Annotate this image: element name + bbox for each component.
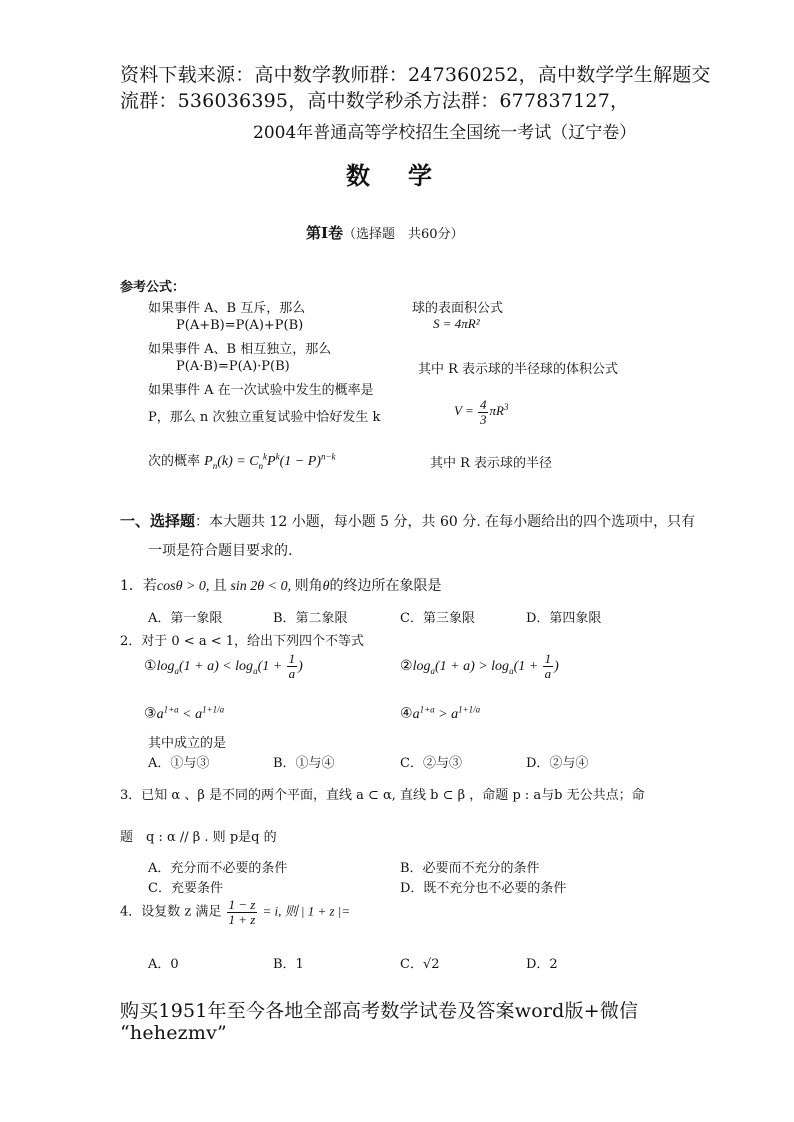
q4-option-c: C．√2 (400, 957, 440, 972)
q2-conclusion: 其中成立的是 (148, 736, 227, 751)
ad-bottom-line-1: 购买1951年至今各地全部高考数学试卷及答案word版+微信 (120, 1000, 639, 1022)
q2-stem: 2．对于 0 < a < 1，给出下列四个不等式 (120, 634, 365, 649)
q1-stem: 1．若cosθ > 0, 且 sin 2θ < 0, 则角θ的终边所在象限是 (120, 578, 442, 594)
ad-line-2: 流群：536036395，高中数学秒杀方法群：677837127， (120, 90, 630, 112)
section-1-label: 一、选择题 (120, 512, 196, 530)
part-label: 第Ⅰ卷 (306, 224, 344, 242)
q2-inequality-1: $①\log_a(1 + a) < \log_a(1$ + $\frac{1}{a}$ ) (144, 651, 303, 681)
q1-option-d: D．第四象限 (526, 611, 602, 626)
exam-title: 2004年普通高等学校招生全国统一考试（辽宁卷） (253, 123, 637, 143)
formula-left-5: 如果事件 A 在一次试验中发生的概率是 (148, 383, 374, 398)
q3-option-d: D．既不充分也不必要的条件 (400, 881, 567, 896)
ad-bottom-line-2: “hehezmv” (120, 1022, 227, 1044)
formula-left-4: P(A·B)=P(A)·P(B) (176, 359, 290, 374)
subject-title: 数学 (346, 161, 470, 190)
part-heading (306, 222, 464, 243)
formula-right-3: 其中 R 表示球的半径球的体积公式 (418, 362, 619, 377)
formula-left-2: P(A+B)=P(A)+P(B) (176, 318, 304, 333)
sphere-volume-formula: V = $\frac{4}{3}$ $\pi R^3$ (454, 397, 509, 427)
part-note: （选择题 共60分） (343, 227, 464, 242)
q4-option-d: D．2 (526, 957, 558, 972)
formula-left-6: P，那么 n 次独立重复试验中恰好发生 k (148, 410, 381, 425)
q2-inequality-2: $②\log_a(1 + a) > \log_a(1$ + $\frac{1}{a}$ ) (400, 651, 559, 681)
q3-stem: 3．已知 α 、β 是不同的两个平面，直线 a ⊂ α, 直线 b ⊂ β ，命题 p : a与b 无公共点；命 (120, 788, 645, 803)
formula-heading: 参考公式： (120, 280, 186, 295)
q2-inequality-4: $④a^{1+a} > a^{1+1/a}$ (400, 704, 481, 722)
section-1-heading (120, 510, 695, 531)
q3-option-a: A．充分而不必要的条件 (148, 861, 288, 876)
q1-option-b: B．第二象限 (273, 611, 348, 626)
q3-option-b: B．必要而不充分的条件 (400, 861, 540, 876)
q2-option-a: A．①与③ (148, 756, 210, 771)
q2-option-b: B．①与④ (273, 756, 335, 771)
q3-stem-2: 题 q : α // β . 则 p是q 的 (120, 830, 277, 845)
formula-left-3: 如果事件 A、B 相互独立，那么 (148, 342, 332, 357)
formula-right-1: 球的表面积公式 (412, 301, 504, 316)
formula-right-4: 其中 R 表示球的半径 (430, 456, 553, 471)
section-1-text: ：本大题共 12 小题，每小题 5 分，共 60 分. 在每小题给出的四个选项中，只有 (195, 514, 696, 530)
q1-option-a: A．第一象限 (148, 611, 223, 626)
q2-option-d: D．②与④ (526, 756, 589, 771)
formula-binomial: 次的概率 $P_n(k) = C_n^kP^k(1 - P)^{n-k}$ (148, 451, 336, 471)
q4-stem: 4．设复数 z 满足 $\frac{1 - z}{1 + z}$ = i, 则 | 1 + z |= (120, 897, 351, 927)
section-1-text-2: 一项是符合题目要求的. (148, 543, 293, 559)
q2-inequality-3: $③a^{1+a} < a^{1+1/a}$ (144, 704, 225, 722)
formula-left-7: 次的概率 (148, 454, 201, 469)
ad-line-1: 资料下载来源：高中数学教师群：247360252，高中数学学生解题交 (120, 64, 711, 86)
q3-option-c: C．充要条件 (148, 881, 223, 896)
q2-option-c: C．②与③ (400, 756, 462, 771)
formula-right-2: S = 4πR² (433, 316, 480, 331)
q1-option-c: C．第三象限 (400, 611, 475, 626)
q4-option-b: B．1 (273, 957, 304, 972)
formula-left-1: 如果事件 A、B 互斥，那么 (148, 301, 306, 316)
q4-option-a: A．0 (148, 957, 179, 972)
